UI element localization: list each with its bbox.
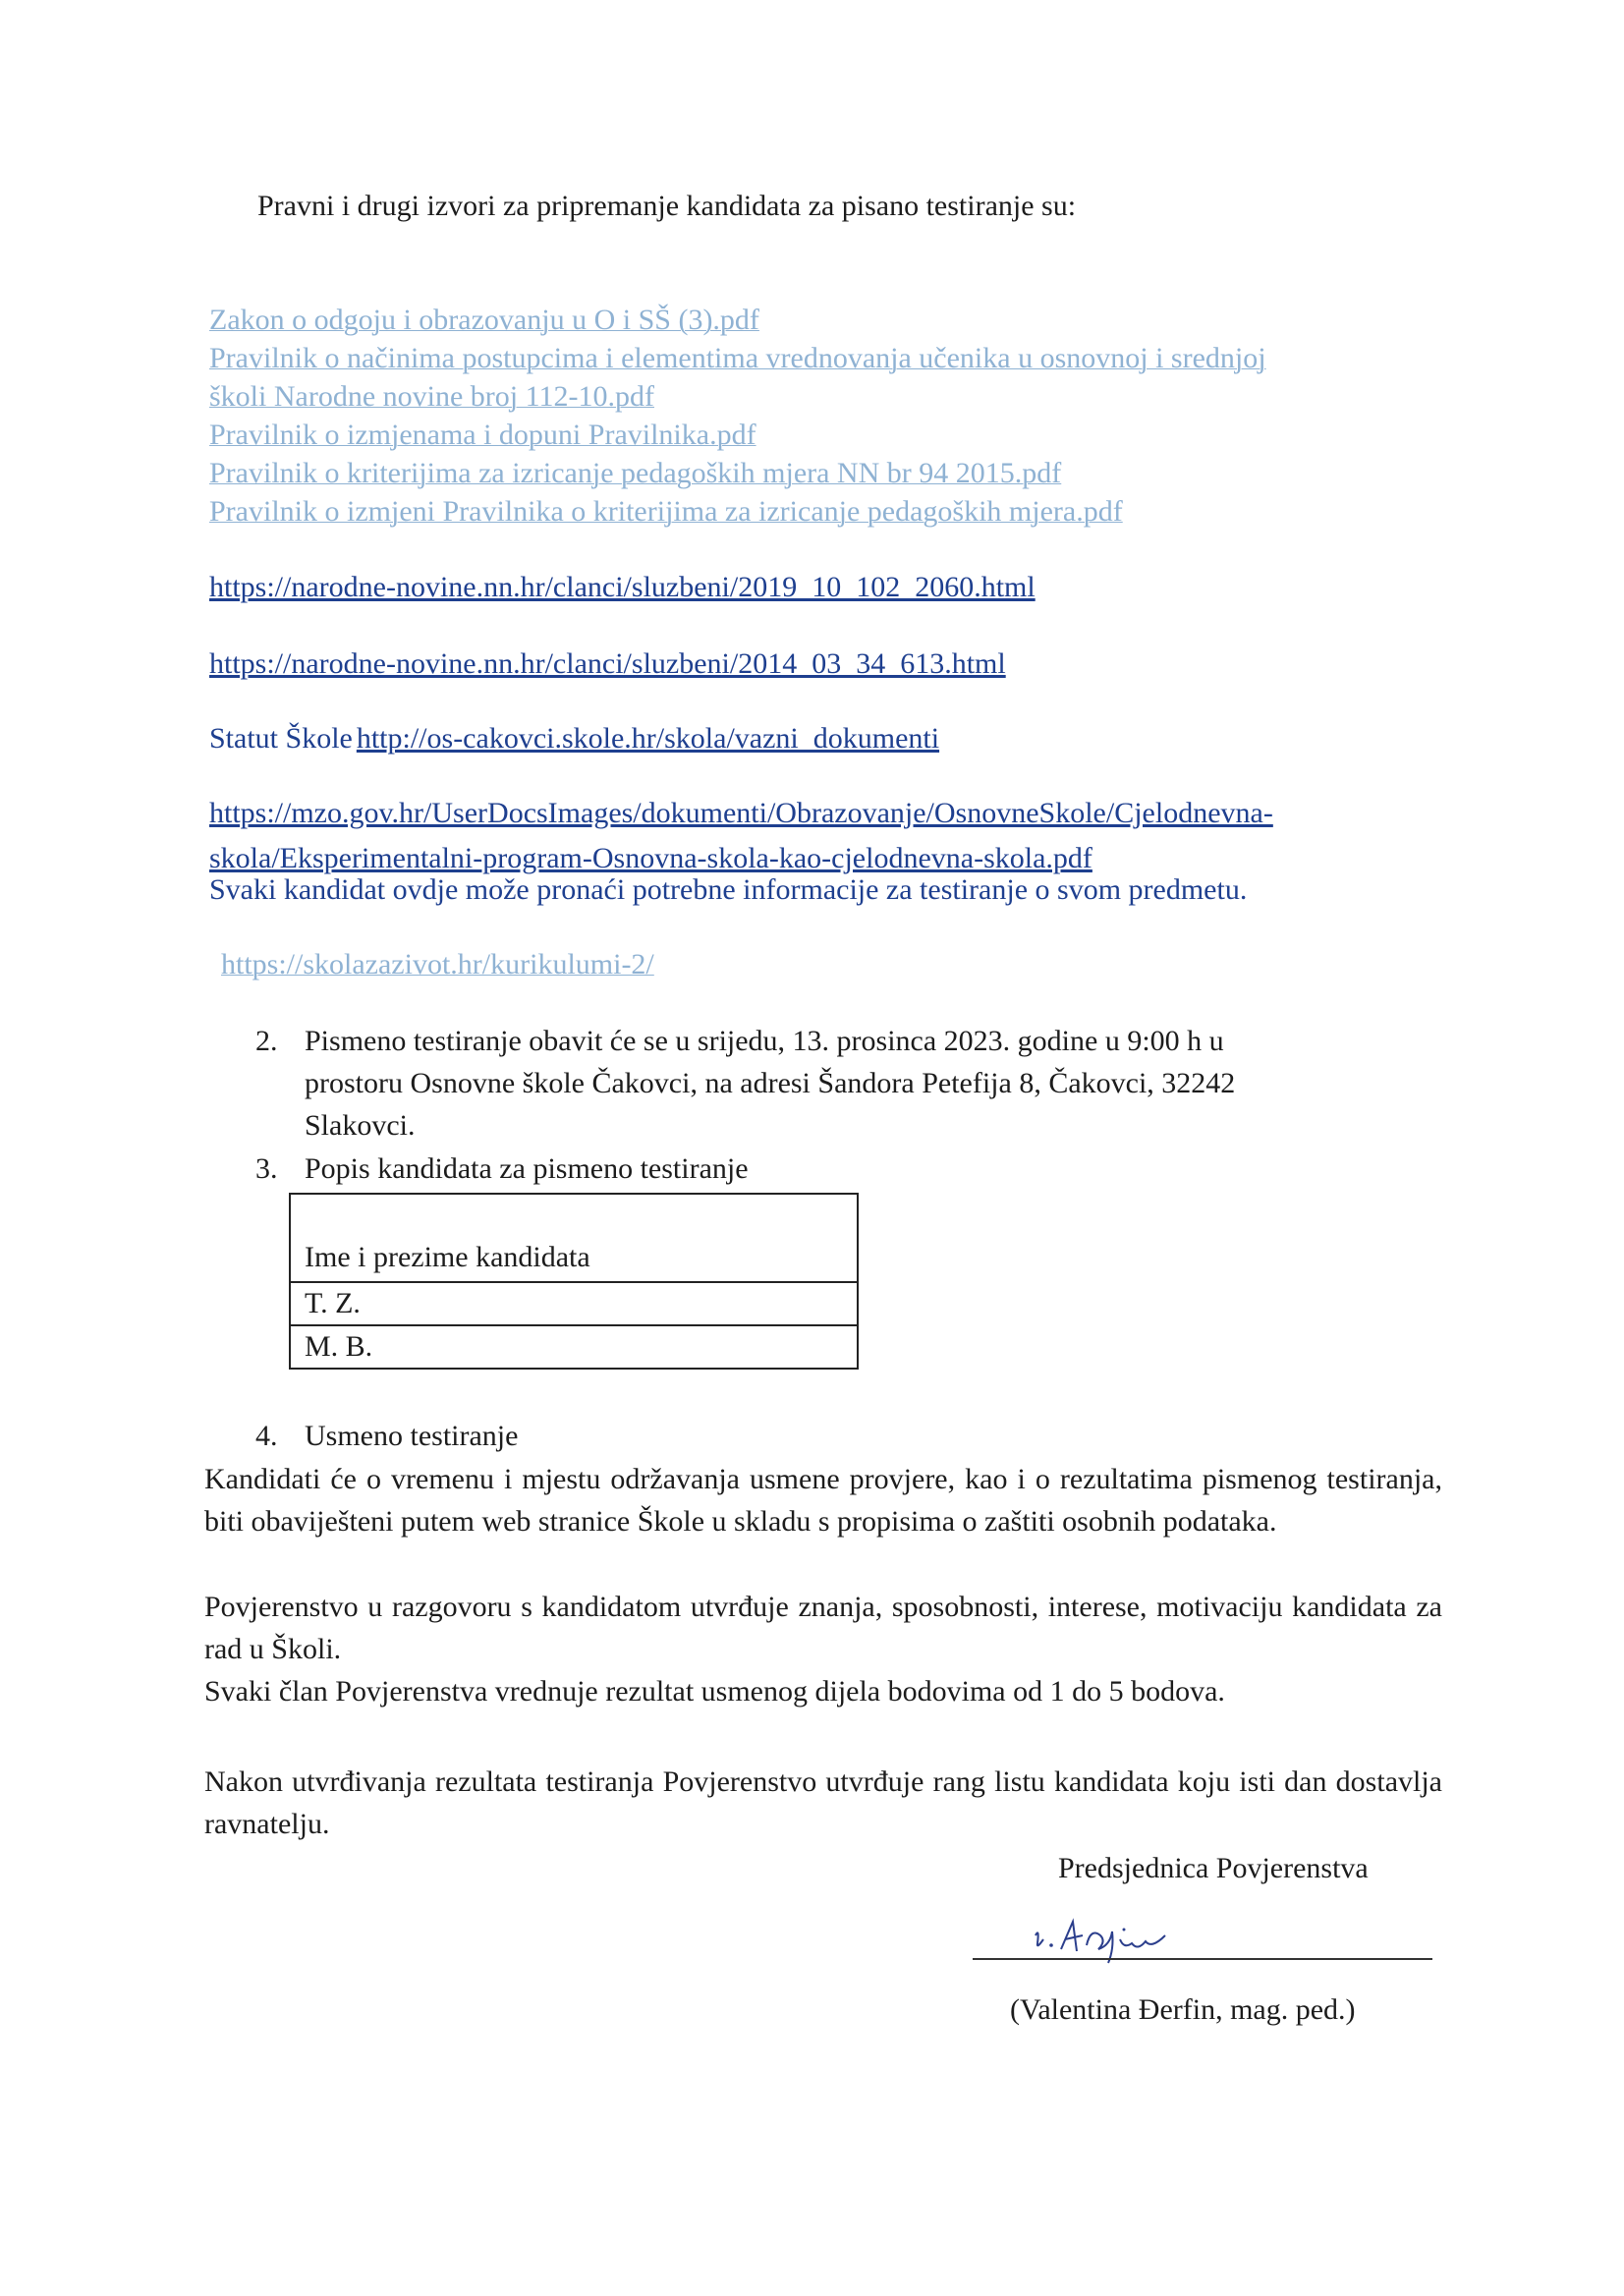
table-header-row — [290, 1194, 858, 1282]
item-3-number: 3. — [255, 1152, 278, 1185]
statut-line — [209, 717, 939, 760]
item-2-line: Slakovci. — [305, 1109, 416, 1142]
table-header-cell: Ime i prezime kandidata — [290, 1194, 858, 1282]
link-narodne-novine-2014[interactable]: https://narodne-novine.nn.hr/clanci/sluzbeni/2014_03_34_613.html — [209, 647, 1006, 680]
table-row — [290, 1325, 858, 1369]
link-statut[interactable]: http://os-cakovci.skole.hr/skola/vazni_dokumenti — [356, 722, 940, 755]
file-link-pravilnik-izmjena-kriterija[interactable]: Pravilnik o izmjeni Pravilnika o kriterijima za izricanje pedagoških mjera.pdf — [209, 495, 1123, 528]
candidate-cell: M. B. — [290, 1325, 858, 1369]
file-link-pravilnik-vrednovanje-2[interactable]: školi Narodne novine broj 112-10.pdf — [209, 380, 654, 413]
file-link-zakon[interactable]: Zakon o odgoju i obrazovanju u O i SŠ (3).pdf — [209, 304, 759, 336]
paragraph-interview: Povjerenstvo u razgovoru s kandidatom utvrđuje znanja, sposobnosti, interese, motivaciju kandidata za rad u Školi. — [204, 1591, 1442, 1665]
link-narodne-novine-2019[interactable]: https://narodne-novine.nn.hr/clanci/sluzbeni/2019_10_102_2060.html — [209, 571, 1036, 603]
signature-line — [973, 1958, 1432, 1960]
intro-text: Pravni i drugi izvori za pripremanje kandidata za pisano testiranje su: — [257, 190, 1077, 222]
item-4-number: 4. — [255, 1420, 278, 1452]
signatory-name: (Valentina Đerfin, mag. ped.) — [1010, 1993, 1356, 2026]
item-2-text — [305, 1020, 1235, 1147]
file-link-pravilnik-vrednovanje-1[interactable]: Pravilnik o načinima postupcima i elementima vrednovanja učenika u osnovnoj i srednjoj — [209, 342, 1266, 374]
handwritten-signature — [1022, 1906, 1218, 1975]
item-3-text: Popis kandidata za pismeno testiranje — [305, 1152, 749, 1185]
paragraph-notification: Kandidati će o vremenu i mjestu održavanja usmene provjere, kao i o rezultatima pismenog testiranja, biti obaviješteni putem web stranice Škole u skladu s propisima o zaštiti osobnih podataka. — [204, 1463, 1442, 1538]
file-links-list — [209, 301, 1266, 531]
signature-title: Predsjednica Povjerenstva — [1058, 1852, 1369, 1884]
table-row — [290, 1282, 858, 1325]
link-skolazazivot[interactable]: https://skolazazivot.hr/kurikulumi-2/ — [221, 948, 654, 980]
info-note: Svaki kandidat ovdje može pronaći potrebne informacije za testiranje o svom predmetu. — [209, 873, 1248, 906]
file-link-pravilnik-kriteriji[interactable]: Pravilnik o kriterijima za izricanje pedagoških mjera NN br 94 2015.pdf — [209, 457, 1062, 489]
item-2-line: prostoru Osnovne škole Čakovci, na adresi Šandora Petefija 8, Čakovci, 32242 — [305, 1067, 1236, 1099]
candidate-cell: T. Z. — [290, 1282, 858, 1325]
file-link-pravilnik-izmjene[interactable]: Pravilnik o izmjenama i dopuni Pravilnika.pdf — [209, 419, 756, 451]
statut-label: Statut Škole — [209, 722, 353, 755]
item-2-line: Pismeno testiranje obavit će se u srijedu, 13. prosinca 2023. godine u 9:00 h u — [305, 1025, 1224, 1057]
paragraph-ranking: Nakon utvrđivanja rezultata testiranja Povjerenstvo utvrđuje rang listu kandidata koju isti dan dostavlja ravnatelju. — [204, 1765, 1442, 1840]
item-2-number: 2. — [255, 1025, 278, 1057]
paragraph-scoring: Svaki član Povjerenstva vrednuje rezultat usmenog dijela bodovima od 1 do 5 bodova. — [204, 1675, 1225, 1708]
candidates-table — [289, 1193, 859, 1370]
link-mzo-line-1[interactable]: https://mzo.gov.hr/UserDocsImages/dokumenti/Obrazovanje/OsnovneSkole/Cjelodnevna- — [209, 797, 1273, 829]
item-4-text: Usmeno testiranje — [305, 1420, 519, 1452]
link-mzo-line-2[interactable]: skola/Eksperimentalni-program-Osnovna-skola-kao-cjelodnevna-skola.pdf — [209, 842, 1092, 874]
